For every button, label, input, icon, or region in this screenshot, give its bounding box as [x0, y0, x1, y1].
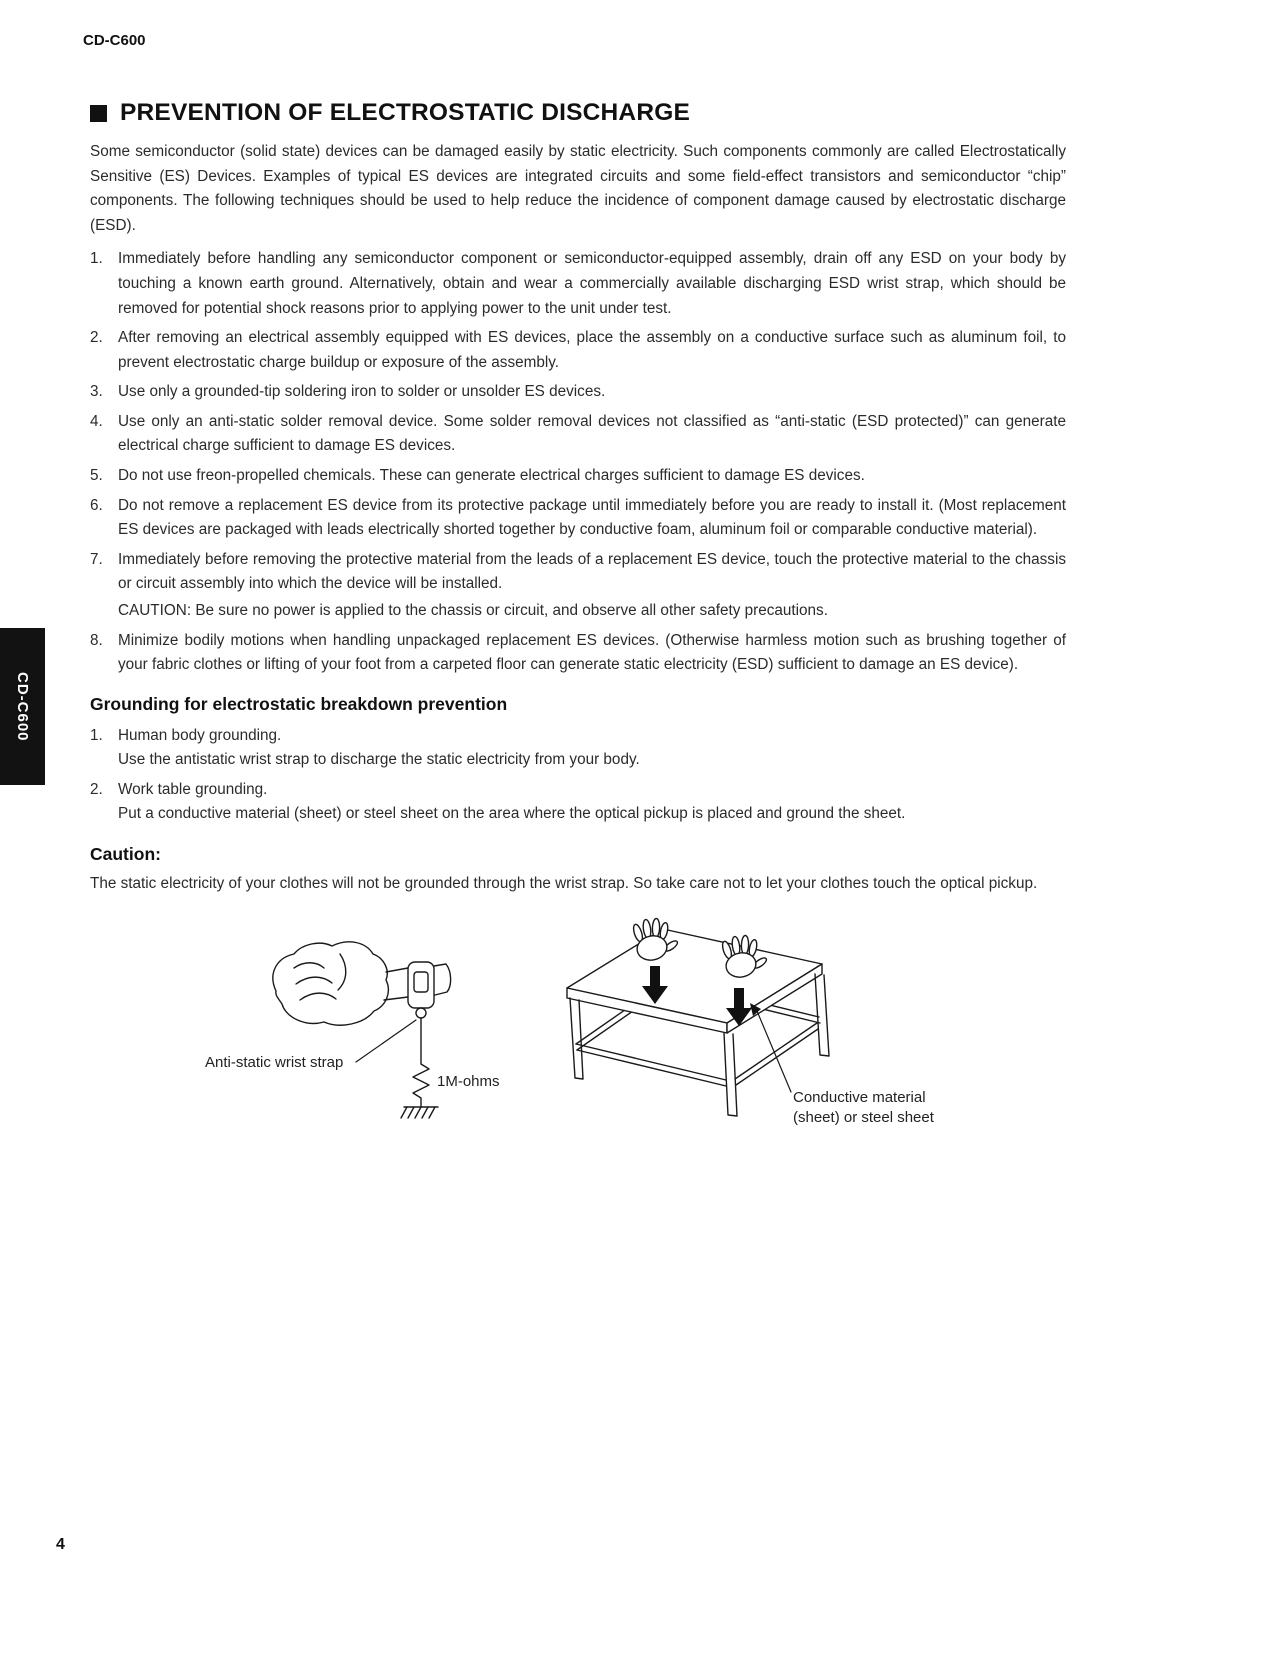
- item-text: Use only a grounded-tip soldering iron to solder or unsolder ES devices.: [118, 383, 606, 401]
- esd-figure: [90, 916, 1066, 1160]
- item-text: Immediately before handling any semiconductor component or semiconductor-equipped assembly, drain off any ESD on your body by touching a known earth ground. Alternatively, obtain and wear a commercially available discharging ESD wrist strap, which should be removed for potential shock reasons prior to applying power to the unit under test.: [118, 250, 1066, 317]
- esd-list-item: [90, 629, 1066, 678]
- item-text: Immediately before removing the protective material from the leads of a replacement ES device, touch the protective material to the chassis or circuit assembly into which the device will be installed.: [118, 550, 1066, 593]
- esd-list-item: [90, 410, 1066, 459]
- item-number: 1.: [90, 726, 103, 744]
- caution-heading: Caution:: [90, 843, 161, 864]
- grounding-item: [90, 724, 1066, 773]
- item-number: 8.: [90, 631, 103, 649]
- item-text: Do not remove a replacement ES device from its protective package until immediately before you are ready to install it. (Most replacement ES devices are packaged with leads electrically shorted together by conductive foam, aluminum foil or comparable conductive material).: [118, 496, 1066, 539]
- item-text: Minimize bodily motions when handling unpackaged replacement ES devices. (Otherwise harmless motion such as brushing together of your fabric clothes or lifting of your foot from a carpeted floor can generate static electricity (ESD) sufficient to damage an ES device).: [118, 631, 1066, 674]
- page-number: 4: [56, 1536, 65, 1553]
- sidebar-model-tab: [0, 628, 45, 785]
- item-caution-note: CAUTION: Be sure no power is applied to the chassis or circuit, and observe all other safety precautions.: [118, 602, 828, 620]
- item-number: 4.: [90, 412, 103, 430]
- caution-text: The static electricity of your clothes will not be grounded through the wrist strap. So take care not to let your clothes touch the optical pickup.: [90, 874, 1038, 892]
- item-number: 5.: [90, 467, 103, 485]
- esd-list-item: [90, 326, 1066, 375]
- section-title-row: [90, 100, 1066, 127]
- item-number: 6.: [90, 496, 103, 514]
- item-text: Use only an anti-static solder removal device. Some solder removal devices not classified as “anti-static (ESD protected)” can generate electrical charge sufficient to damage ES devices.: [118, 412, 1066, 455]
- figure-label-wrist-strap: Anti-static wrist strap: [205, 1054, 344, 1072]
- grounding-heading: Grounding for electrostatic breakdown prevention: [90, 693, 508, 714]
- esd-list-item: [90, 380, 1066, 405]
- item-number: 2.: [90, 329, 103, 347]
- esd-list-item: [90, 247, 1066, 321]
- model-header: CD-C600: [83, 32, 146, 49]
- sidebar-model-label: CD-C600: [14, 671, 31, 742]
- grounding-item-title: Human body grounding.: [118, 726, 282, 744]
- page-title: PREVENTION OF ELECTROSTATIC DISCHARGE: [120, 99, 691, 126]
- grounding-item-text: Put a conductive material (sheet) or steel sheet on the area where the optical pickup is placed and ground the sheet.: [118, 805, 906, 823]
- page-content: [90, 100, 1066, 1160]
- intro-paragraph: Some semiconductor (solid state) devices can be damaged easily by static electricity. Such components commonly are called Electrostatically Sensitive (ES) Devices. Examples of typical ES devices are integrated circuits and some field-effect transistors and semiconductor “chip” components. The following techniques should be used to help reduce the incidence of component damage caused by electrostatic discharge (ESD).: [90, 142, 1066, 234]
- grounding-item-title: Work table grounding.: [118, 780, 268, 798]
- item-number: 2.: [90, 780, 103, 798]
- item-number: 1.: [90, 250, 103, 268]
- figure-label-resistor: 1M-ohms: [437, 1073, 500, 1091]
- esd-list: [90, 247, 1066, 678]
- figure-label-conductive-2: (sheet) or steel sheet: [793, 1109, 934, 1127]
- item-number: 7.: [90, 550, 103, 568]
- grounding-list: [90, 724, 1066, 827]
- item-text: Do not use freon-propelled chemicals. These can generate electrical charges sufficient to damage ES devices.: [118, 467, 865, 485]
- grounding-item: [90, 778, 1066, 827]
- item-number: 3.: [90, 383, 103, 401]
- strap-snap: [416, 1008, 426, 1018]
- esd-list-item: [90, 494, 1066, 543]
- esd-list-item: [90, 464, 1066, 489]
- grounding-item-text: Use the antistatic wrist strap to discharge the static electricity from your body.: [118, 751, 640, 769]
- esd-figure-drawing: [90, 916, 990, 1151]
- esd-list-item: [90, 548, 1066, 624]
- figure-label-conductive-1: Conductive material: [793, 1089, 926, 1107]
- resistor-symbol: [413, 1064, 429, 1107]
- item-text: After removing an electrical assembly equipped with ES devices, place the assembly on a conductive surface such as aluminum foil, to prevent electrostatic charge buildup or exposure of the assembly.: [118, 329, 1066, 371]
- wrist-strap-illustration: [273, 942, 451, 1118]
- work-table-illustration: [567, 919, 829, 1117]
- section-square-icon: [90, 105, 107, 122]
